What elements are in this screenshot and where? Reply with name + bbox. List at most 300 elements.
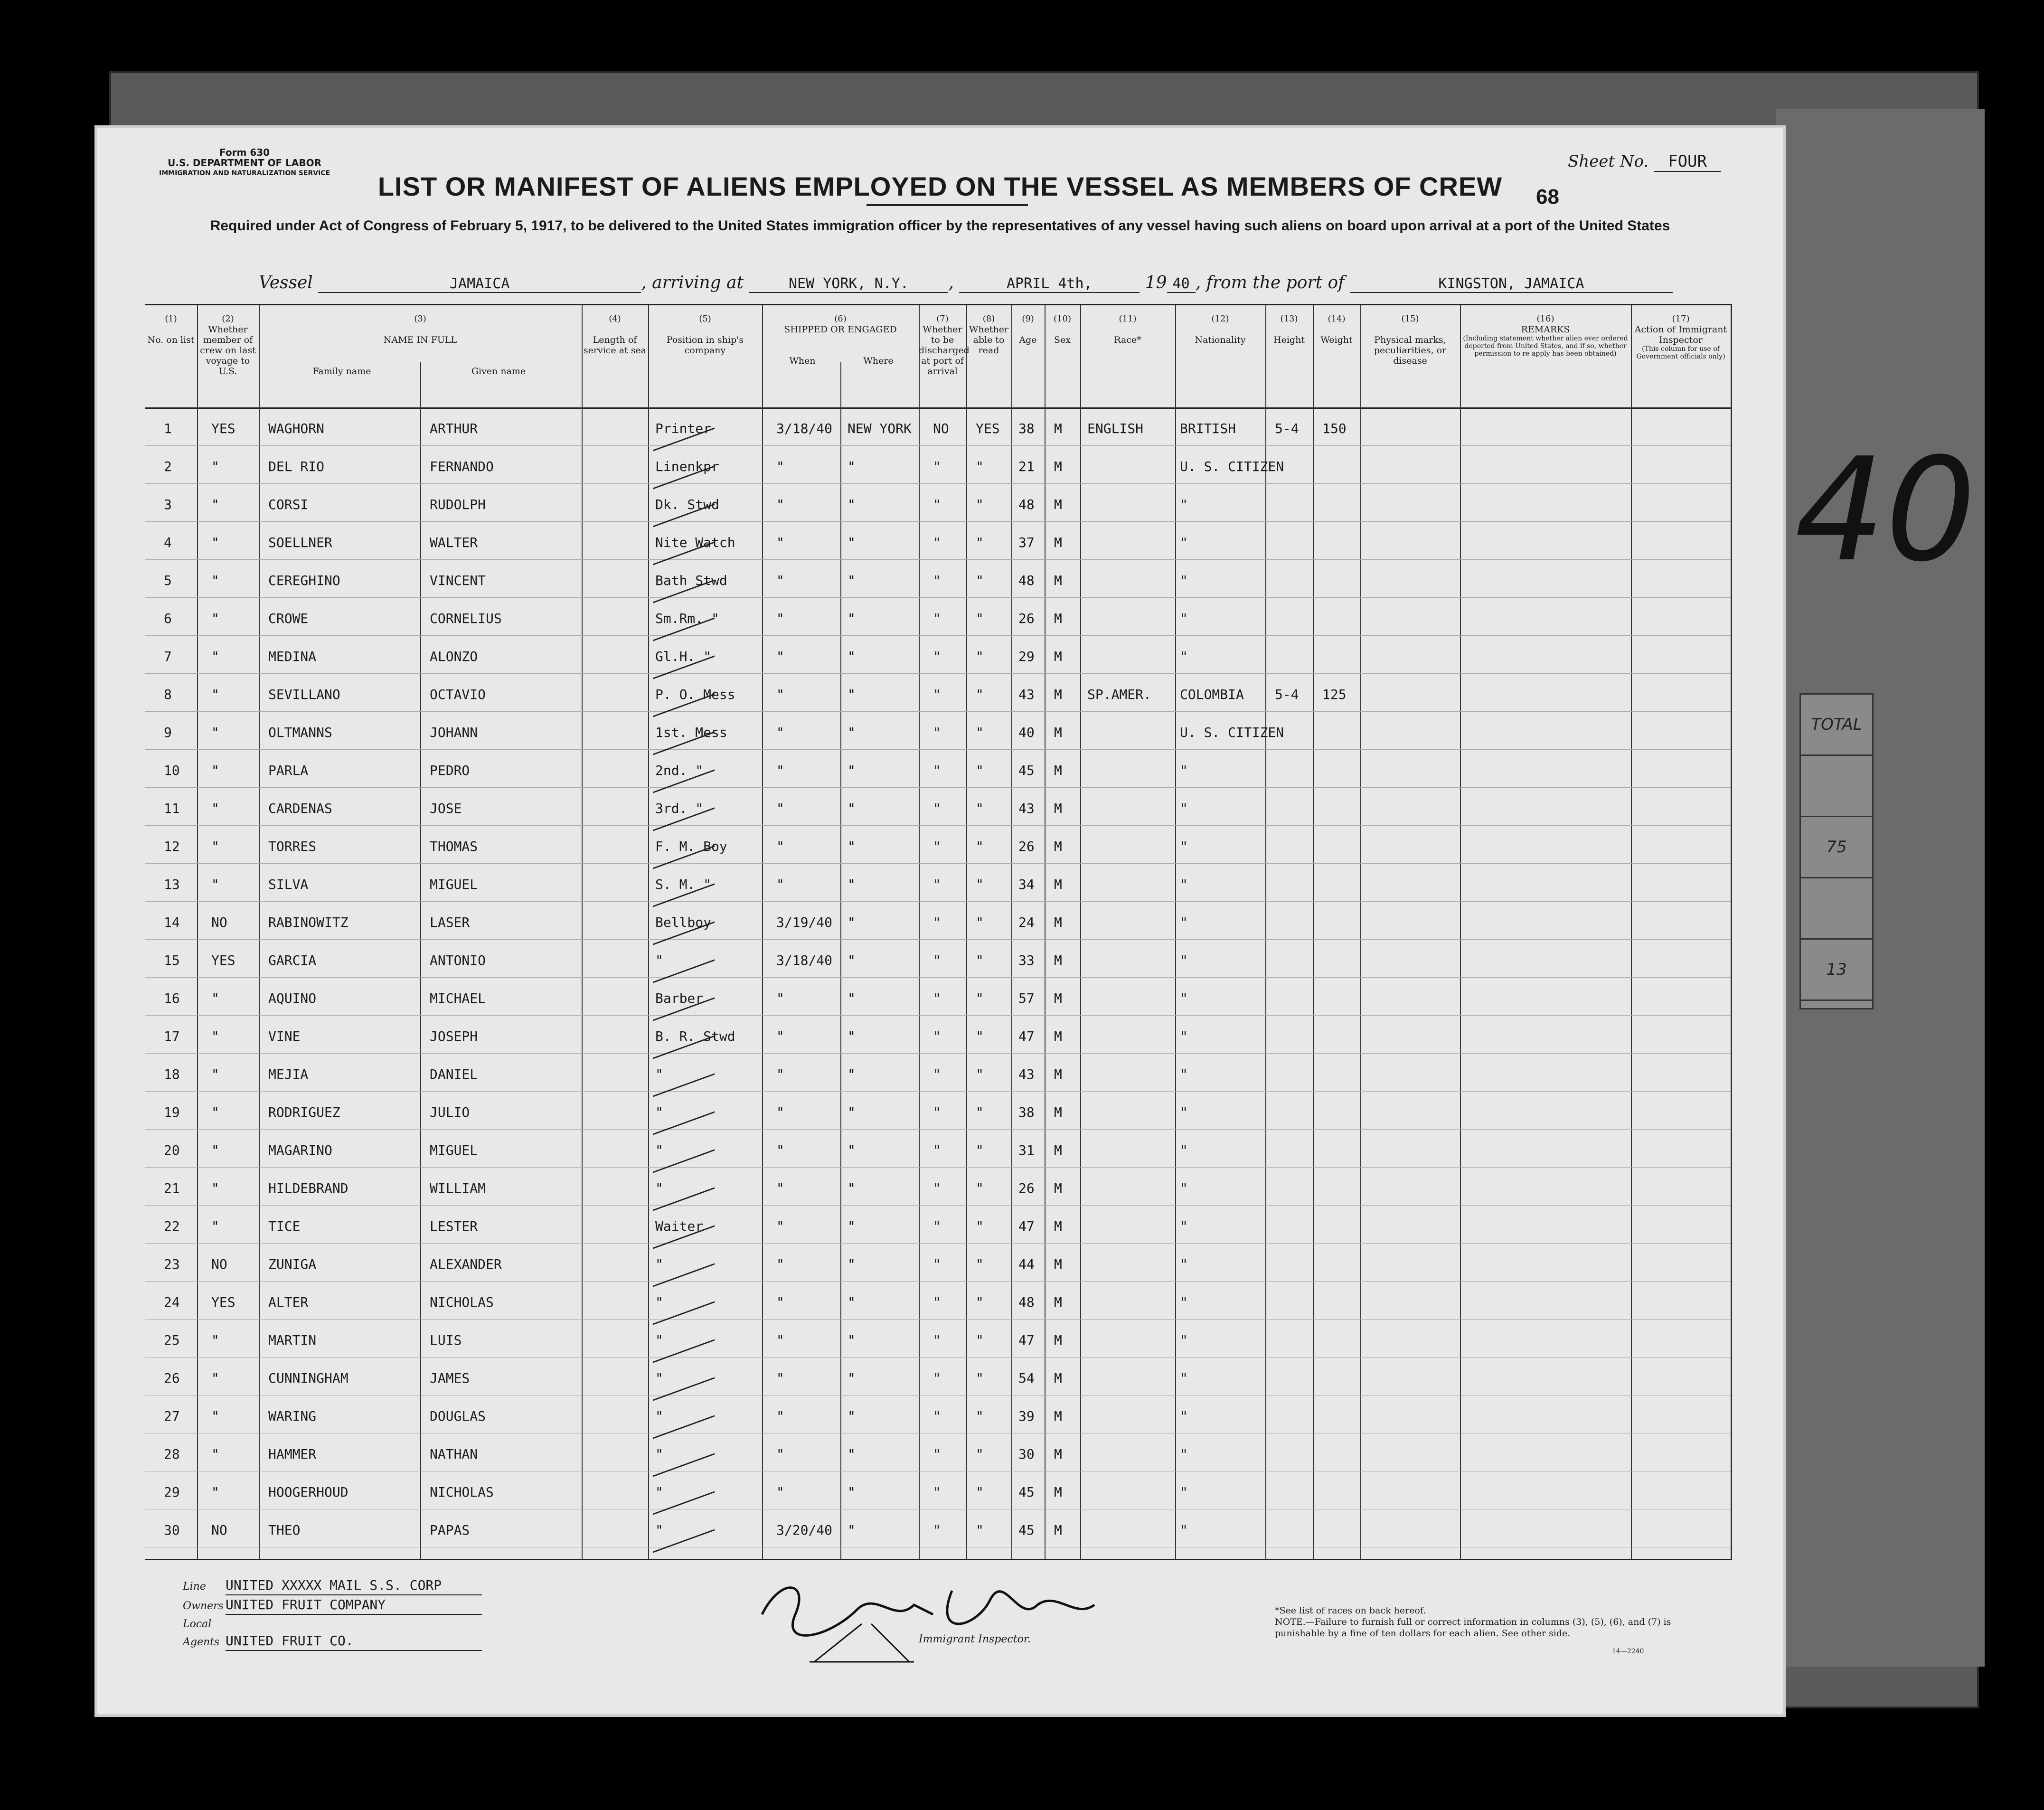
col-header-service: (4) Length of service at sea <box>583 314 647 356</box>
form-number: Form 630 <box>219 147 270 158</box>
cell-last: YES <box>211 952 235 968</box>
cell-where: " <box>848 535 856 550</box>
cell-read: " <box>976 990 984 1006</box>
cell-no: 20 <box>164 1142 180 1158</box>
cell-age: 57 <box>1018 990 1035 1006</box>
cell-given: PEDRO <box>430 763 470 778</box>
cell-sex: M <box>1054 801 1062 816</box>
table-row <box>145 1015 1731 1054</box>
col-header-discharged: (7) Whether to be discharged at port of arrival <box>919 314 970 377</box>
cell-where: " <box>848 952 856 968</box>
cell-nat: " <box>1180 1370 1188 1386</box>
cell-family: ALTER <box>268 1294 309 1310</box>
cell-dis: " <box>933 1408 941 1424</box>
cell-dis: " <box>933 1180 941 1196</box>
cell-where: " <box>848 1066 856 1082</box>
cell-read: " <box>976 839 984 854</box>
cell-pos: 2nd. " <box>655 763 704 778</box>
cell-race: SP.AMER. <box>1087 687 1151 702</box>
departure-port: KINGSTON, JAMAICA <box>1350 275 1673 293</box>
cell-family: SEVILLANO <box>268 687 340 702</box>
cell-read: " <box>976 1218 984 1234</box>
cell-nat: " <box>1180 497 1188 512</box>
cell-when: " <box>776 1370 784 1386</box>
cell-dis: " <box>933 1256 941 1272</box>
cell-read: " <box>976 725 984 740</box>
cell-nat: " <box>1180 801 1188 816</box>
cell-age: 45 <box>1018 1522 1035 1538</box>
cell-sex: M <box>1054 1180 1062 1196</box>
inspector-signature <box>753 1572 1180 1667</box>
cell-pos: " <box>655 1142 663 1158</box>
crew-table <box>145 304 1732 1560</box>
cell-family: MARTIN <box>268 1332 317 1348</box>
cell-family: MAGARINO <box>268 1142 332 1158</box>
table-row <box>145 863 1731 902</box>
note-races: *See list of races on back hereof. <box>1275 1605 1426 1616</box>
cell-where: " <box>848 573 856 588</box>
cell-family: CORSI <box>268 497 309 512</box>
from-label: , from the port of <box>1195 273 1345 292</box>
cell-when: " <box>776 725 784 740</box>
cell-dis: " <box>933 952 941 968</box>
cell-read: " <box>976 649 984 664</box>
cell-where: " <box>848 1332 856 1348</box>
cell-no: 24 <box>164 1294 180 1310</box>
cell-where: " <box>848 839 856 854</box>
cell-when: " <box>776 573 784 588</box>
cell-where: " <box>848 1256 856 1272</box>
cell-dis: " <box>933 1446 941 1462</box>
cell-given: ALONZO <box>430 649 478 664</box>
manifest-page <box>97 128 1783 1714</box>
cell-age: 45 <box>1018 1484 1035 1500</box>
cell-pos: " <box>655 1370 663 1386</box>
cell-given: VINCENT <box>430 573 486 588</box>
cell-age: 38 <box>1018 1104 1035 1120</box>
year-suffix: 40 <box>1167 275 1196 293</box>
cell-dis: " <box>933 725 941 740</box>
cell-dis: " <box>933 573 941 588</box>
cell-dis: " <box>933 877 941 892</box>
cell-read: " <box>976 1294 984 1310</box>
cell-last: " <box>211 725 219 740</box>
line-label: Line <box>183 1581 206 1593</box>
cell-dis: " <box>933 1522 941 1538</box>
cell-when: " <box>776 877 784 892</box>
cell-last: NO <box>211 1522 227 1538</box>
cell-age: 48 <box>1018 573 1035 588</box>
cell-no: 4 <box>164 535 172 550</box>
table-row <box>145 1433 1731 1471</box>
cell-last: NO <box>211 1256 227 1272</box>
cell-nat: " <box>1180 877 1188 892</box>
cell-pos: " <box>655 1446 663 1462</box>
cell-no: 9 <box>164 725 172 740</box>
cell-when: " <box>776 611 784 626</box>
cell-no: 29 <box>164 1484 180 1500</box>
cell-nat: " <box>1180 535 1188 550</box>
cell-when: " <box>776 990 784 1006</box>
cell-where: " <box>848 1104 856 1120</box>
cell-last: " <box>211 1142 219 1158</box>
cell-family: MEJIA <box>268 1066 309 1082</box>
cell-dis: NO <box>933 421 949 436</box>
year-prefix: 19 <box>1145 273 1167 292</box>
owners-label: Owners <box>183 1600 224 1612</box>
cell-nat: " <box>1180 1104 1188 1120</box>
col-header-remarks: (16) REMARKS (Including statement whether alien ever ordered deported from United States, and if so, whether permission to re-apply has been obtained) <box>1463 314 1628 358</box>
vessel-label: Vessel <box>259 273 313 292</box>
cell-age: 26 <box>1018 611 1035 626</box>
table-row <box>145 521 1731 560</box>
cell-family: PARLA <box>268 763 309 778</box>
cell-last: " <box>211 1104 219 1120</box>
col-header-name: (3) NAME IN FULL Family name Given name <box>312 314 526 377</box>
cell-read: " <box>976 1256 984 1272</box>
cell-nat: " <box>1180 1142 1188 1158</box>
cell-pos: Printer <box>655 421 712 436</box>
cell-no: 16 <box>164 990 180 1006</box>
cell-where: " <box>848 763 856 778</box>
cell-last: " <box>211 497 219 512</box>
cell-given: ANTONIO <box>430 952 486 968</box>
col-header-action: (17) Action of Immigrant Inspector (This column for use of Government officials only) <box>1634 314 1727 360</box>
cell-sex: M <box>1054 459 1062 474</box>
cell-age: 33 <box>1018 952 1035 968</box>
cell-dis: " <box>933 649 941 664</box>
cell-pos: Barber <box>655 990 704 1006</box>
cell-sex: M <box>1054 725 1062 740</box>
table-row <box>145 1243 1731 1282</box>
cell-pos: Bath Stwd <box>655 573 727 588</box>
cell-age: 45 <box>1018 763 1035 778</box>
cell-where: " <box>848 1294 856 1310</box>
cell-pos: 3rd. " <box>655 801 704 816</box>
table-row <box>145 901 1731 940</box>
cell-sex: M <box>1054 877 1062 892</box>
table-row <box>145 673 1731 712</box>
cell-given: JULIO <box>430 1104 470 1120</box>
cell-given: NICHOLAS <box>430 1294 494 1310</box>
cell-where: " <box>848 1522 856 1538</box>
table-header <box>145 305 1731 409</box>
cell-sex: M <box>1054 535 1062 550</box>
cell-where: " <box>848 1484 856 1500</box>
cell-age: 34 <box>1018 877 1035 892</box>
cell-given: NATHAN <box>430 1446 478 1462</box>
service: IMMIGRATION AND NATURALIZATION SERVICE <box>159 170 330 177</box>
cell-dis: " <box>933 1294 941 1310</box>
cell-where: NEW YORK <box>848 421 912 436</box>
cell-age: 21 <box>1018 459 1035 474</box>
tally-cell: 75 <box>1801 817 1872 878</box>
cell-given: ARTHUR <box>430 421 478 436</box>
cell-age: 39 <box>1018 1408 1035 1424</box>
vessel-line: Vessel JAMAICA , arriving at NEW YORK, N.Y. , APRIL 4th, 19 40 , from the port of KINGSTON, JAMAICA <box>259 273 1683 293</box>
cell-when: " <box>776 1332 784 1348</box>
arrival-date: APRIL 4th, <box>959 275 1140 293</box>
cell-given: WALTER <box>430 535 478 550</box>
cell-read: " <box>976 1180 984 1196</box>
cell-pos: " <box>655 1332 663 1348</box>
cell-read: YES <box>976 421 1000 436</box>
cell-last: " <box>211 1408 219 1424</box>
cell-no: 8 <box>164 687 172 702</box>
agents-value: UNITED FRUIT CO. <box>226 1632 482 1651</box>
page-stamp: 68 <box>1536 185 1559 208</box>
cell-family: WAGHORN <box>268 421 325 436</box>
cell-family: TORRES <box>268 839 317 854</box>
cell-when: " <box>776 1142 784 1158</box>
cell-dis: " <box>933 1332 941 1348</box>
cell-last: " <box>211 459 219 474</box>
cell-dis: " <box>933 459 941 474</box>
cell-given: LESTER <box>430 1218 478 1234</box>
cell-read: " <box>976 1332 984 1348</box>
cell-dis: " <box>933 839 941 854</box>
cell-wt: 150 <box>1322 421 1347 436</box>
cell-sex: M <box>1054 1446 1062 1462</box>
table-row <box>145 445 1731 484</box>
cell-dis: " <box>933 1484 941 1500</box>
cell-when: " <box>776 459 784 474</box>
cell-where: " <box>848 1028 856 1044</box>
cell-pos: " <box>655 1256 663 1272</box>
arrival-port: NEW YORK, N.Y. <box>749 275 948 293</box>
col-header-sex: (10) Sex <box>1054 314 1071 345</box>
cell-age: 48 <box>1018 497 1035 512</box>
cell-read: " <box>976 573 984 588</box>
cell-given: LASER <box>430 914 470 930</box>
cell-last: " <box>211 763 219 778</box>
cell-pos: " <box>655 1408 663 1424</box>
cell-nat: U. S. CITIZEN <box>1180 725 1284 740</box>
cell-no: 21 <box>164 1180 180 1196</box>
col-header-no: (1) No. on list <box>147 314 195 345</box>
cell-sex: M <box>1054 839 1062 854</box>
cell-read: " <box>976 763 984 778</box>
cell-pos: " <box>655 952 663 968</box>
col-header-weight: (14) Weight <box>1320 314 1353 345</box>
table-row <box>145 1319 1731 1358</box>
cell-sex: M <box>1054 1408 1062 1424</box>
cell-when: " <box>776 1294 784 1310</box>
cell-where: " <box>848 1180 856 1196</box>
cell-no: 3 <box>164 497 172 512</box>
table-row <box>145 1281 1731 1320</box>
vessel-name: JAMAICA <box>318 275 641 293</box>
cell-last: " <box>211 1446 219 1462</box>
cell-family: DEL RIO <box>268 459 325 474</box>
cell-sex: M <box>1054 1028 1062 1044</box>
cell-when: " <box>776 1218 784 1234</box>
cell-sex: M <box>1054 1294 1062 1310</box>
cell-given: CORNELIUS <box>430 611 502 626</box>
cell-age: 30 <box>1018 1446 1035 1462</box>
cell-sex: M <box>1054 497 1062 512</box>
cell-read: " <box>976 952 984 968</box>
cell-given: LUIS <box>430 1332 462 1348</box>
cell-age: 47 <box>1018 1332 1035 1348</box>
cell-no: 26 <box>164 1370 180 1386</box>
cell-age: 43 <box>1018 687 1035 702</box>
cell-last: " <box>211 1332 219 1348</box>
table-row <box>145 1091 1731 1130</box>
cell-age: 29 <box>1018 649 1035 664</box>
cell-where: " <box>848 990 856 1006</box>
cell-when: 3/19/40 <box>776 914 833 930</box>
sheet-value: FOUR <box>1654 152 1721 172</box>
cell-last: " <box>211 649 219 664</box>
cell-nat: " <box>1180 573 1188 588</box>
cell-given: MIGUEL <box>430 1142 478 1158</box>
cell-last: " <box>211 1218 219 1234</box>
cell-read: " <box>976 611 984 626</box>
table-row <box>145 825 1731 864</box>
form-code: 14—2240 <box>1612 1648 1644 1655</box>
cell-age: 54 <box>1018 1370 1035 1386</box>
tally-box <box>1799 693 1874 1009</box>
cell-dis: " <box>933 914 941 930</box>
cell-last: " <box>211 1370 219 1386</box>
cell-read: " <box>976 1142 984 1158</box>
table-row <box>145 939 1731 978</box>
cell-no: 22 <box>164 1218 180 1234</box>
cell-dis: " <box>933 801 941 816</box>
cell-where: " <box>848 877 856 892</box>
cell-where: " <box>848 801 856 816</box>
cell-no: 27 <box>164 1408 180 1424</box>
cell-nat: " <box>1180 1522 1188 1538</box>
cell-where: " <box>848 1446 856 1462</box>
table-row <box>145 1509 1731 1547</box>
cell-read: " <box>976 1484 984 1500</box>
cell-dis: " <box>933 1218 941 1234</box>
cell-where: " <box>848 914 856 930</box>
cell-nat: U. S. CITIZEN <box>1180 459 1284 474</box>
cell-no: 14 <box>164 914 180 930</box>
cell-read: " <box>976 1522 984 1538</box>
table-row <box>145 635 1731 674</box>
col-header-race: (11) Race* <box>1114 314 1141 345</box>
arriving-label: , arriving at <box>641 273 744 292</box>
cell-read: " <box>976 1408 984 1424</box>
cell-when: " <box>776 1066 784 1082</box>
col-header-nationality: (12) Nationality <box>1195 314 1246 345</box>
table-row <box>145 597 1731 636</box>
note-penalty: NOTE.—Failure to furnish full or correct information in columns (3), (5), (6), and (7) is punishable by a fine of ten dollars for each alien. See other side. <box>1275 1617 1671 1639</box>
cell-pos: P. O. Mess <box>655 687 735 702</box>
cell-age: 24 <box>1018 914 1035 930</box>
cell-age: 26 <box>1018 1180 1035 1196</box>
cell-given: JOSEPH <box>430 1028 478 1044</box>
cell-where: " <box>848 687 856 702</box>
table-row <box>145 1357 1731 1395</box>
cell-where: " <box>848 459 856 474</box>
title-rule <box>867 204 1028 206</box>
table-row <box>145 1129 1731 1168</box>
cell-given: DANIEL <box>430 1066 478 1082</box>
margin-number: 40 <box>1795 427 1976 593</box>
cell-given: JAMES <box>430 1370 470 1386</box>
cell-no: 19 <box>164 1104 180 1120</box>
cell-pos: " <box>655 1294 663 1310</box>
cell-family: THEO <box>268 1522 301 1538</box>
cell-sex: M <box>1054 1104 1062 1120</box>
cell-no: 18 <box>164 1066 180 1082</box>
cell-last: " <box>211 990 219 1006</box>
cell-dis: " <box>933 990 941 1006</box>
cell-age: 47 <box>1018 1218 1035 1234</box>
cell-where: " <box>848 611 856 626</box>
cell-age: 48 <box>1018 1294 1035 1310</box>
cell-age: 31 <box>1018 1142 1035 1158</box>
table-row <box>145 1167 1731 1206</box>
table-row <box>145 1471 1731 1509</box>
cell-last: " <box>211 1484 219 1500</box>
cell-sex: M <box>1054 1256 1062 1272</box>
cell-no: 17 <box>164 1028 180 1044</box>
cell-given: OCTAVIO <box>430 687 486 702</box>
cell-family: HOOGERHOUD <box>268 1484 349 1500</box>
cell-pos: " <box>655 1104 663 1120</box>
cell-pos: 1st. Mess <box>655 725 727 740</box>
cell-when: 3/18/40 <box>776 952 833 968</box>
cell-family: CUNNINGHAM <box>268 1370 349 1386</box>
cell-sex: M <box>1054 952 1062 968</box>
cell-given: JOSE <box>430 801 462 816</box>
cell-where: " <box>848 1218 856 1234</box>
cell-age: 44 <box>1018 1256 1035 1272</box>
cell-no: 30 <box>164 1522 180 1538</box>
cell-nat: " <box>1180 1066 1188 1082</box>
cell-family: RABINOWITZ <box>268 914 349 930</box>
table-row <box>145 407 1731 446</box>
table-row <box>145 787 1731 826</box>
table-row <box>145 711 1731 750</box>
cell-age: 37 <box>1018 535 1035 550</box>
cell-age: 40 <box>1018 725 1035 740</box>
cell-read: " <box>976 497 984 512</box>
cell-sex: M <box>1054 1484 1062 1500</box>
cell-given: MIGUEL <box>430 877 478 892</box>
cell-sex: M <box>1054 649 1062 664</box>
cell-sex: M <box>1054 421 1062 436</box>
cell-dis: " <box>933 1066 941 1082</box>
cell-nat: " <box>1180 1408 1188 1424</box>
cell-when: " <box>776 1256 784 1272</box>
cell-pos: Dk. Stwd <box>655 497 719 512</box>
cell-pos: Sm.Rm. " <box>655 611 719 626</box>
col-header-age: (9) Age <box>1019 314 1037 345</box>
cell-no: 2 <box>164 459 172 474</box>
footer-note <box>1275 1605 1693 1639</box>
cell-when: " <box>776 1446 784 1462</box>
cell-sex: M <box>1054 1066 1062 1082</box>
cell-sex: M <box>1054 1332 1062 1348</box>
cell-pos: F. M. Boy <box>655 839 727 854</box>
agents-label: Local Agents <box>183 1618 220 1648</box>
cell-read: " <box>976 1028 984 1044</box>
cell-family: VINE <box>268 1028 301 1044</box>
cell-where: " <box>848 497 856 512</box>
cell-nat: " <box>1180 763 1188 778</box>
cell-sex: M <box>1054 1370 1062 1386</box>
cell-last: " <box>211 1028 219 1044</box>
cell-nat: " <box>1180 1332 1188 1348</box>
cell-dis: " <box>933 1028 941 1044</box>
